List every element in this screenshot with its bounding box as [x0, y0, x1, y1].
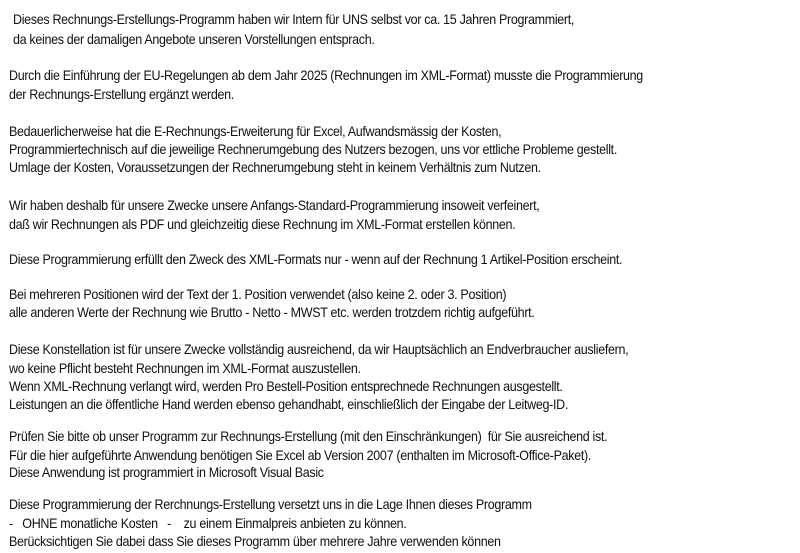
text-line: Bedauerlicherweise hat die E-Rechnungs-Erweiterung für Excel, Aufwandsmässig der Kosten,	[9, 124, 502, 139]
text-line: Für die hier aufgeführte Anwendung benötigen Sie Excel ab Version 2007 (enthalten im Microsoft-Office-Paket).	[9, 448, 592, 463]
text-line: Diese Programmierung erfüllt den Zweck des XML-Formats nur - wenn auf der Rechnung 1 Artikel-Position erscheint.	[9, 252, 623, 267]
text-line: Diese Programmierung der Rerchnungs-Erstellung versetzt uns in die Lage Ihnen dieses Programm	[9, 497, 532, 512]
text-line: alle anderen Werte der Rechnung wie Brutto - Netto - MWST etc. werden trotzdem richtig aufgeführt.	[9, 305, 535, 320]
text-line: der Rechnungs-Erstellung ergänzt werden.	[9, 87, 234, 102]
text-line: Wir haben deshalb für unsere Zwecke unsere Anfangs-Standard-Programmierung insoweit verfeinert,	[9, 198, 540, 213]
text-line: - OHNE monatliche Kosten - zu einem Einmalpreis anbieten zu können.	[9, 516, 407, 531]
text-line: daß wir Rechnungen als PDF und gleichzeitig diese Rechnung im XML-Format erstellen können.	[9, 217, 516, 232]
text-line: Dieses Rechnungs-Erstellungs-Programm haben wir Intern für UNS selbst vor ca. 15 Jahren Programmiert,	[13, 12, 575, 27]
text-line: Prüfen Sie bitte ob unser Programm zur Rechnungs-Erstellung (mit den Einschränkungen) für Sie ausreichend ist.	[9, 429, 608, 444]
text-line: Umlage der Kosten, Voraussetzungen der Rechnerumgebung steht in keinem Verhältnis zum Nutzen.	[9, 160, 541, 175]
text-line: Leistungen an die öffentliche Hand werden ebenso gehandhabt, einschließlich der Eingabe der Leitweg-ID.	[9, 397, 568, 412]
text-line: Diese Anwendung ist programmiert in Microsoft Visual Basic	[9, 465, 324, 480]
text-line: Durch die Einführung der EU-Regelungen ab dem Jahr 2025 (Rechnungen im XML-Format) musste die Programmierung	[9, 68, 643, 83]
text-line: Berücksichtigen Sie dabei dass Sie dieses Programm über mehrere Jahre verwenden können	[9, 534, 501, 549]
text-line: Diese Konstellation ist für unsere Zwecke vollständig ausreichend, da wir Hauptsächlich an Endverbraucher ausliefern,	[9, 342, 629, 357]
text-line: Wenn XML-Rechnung verlangt wird, werden Pro Bestell-Position entsprechnede Rechnungen ausgestellt.	[9, 379, 563, 394]
text-line: Programmiertechnisch auf die jeweilige Rechnerumgebung des Nutzers bezogen, uns vor ettliche Probleme gestellt.	[9, 142, 617, 157]
text-line: Bei mehreren Positionen wird der Text der 1. Position verwendet (also keine 2. oder 3. Position)	[9, 287, 507, 302]
text-line: wo keine Pflicht besteht Rechnungen im XML-Format auszustellen.	[9, 361, 361, 376]
text-line: da keines der damaligen Angebote unseren Vorstellungen entsprach.	[13, 32, 375, 47]
